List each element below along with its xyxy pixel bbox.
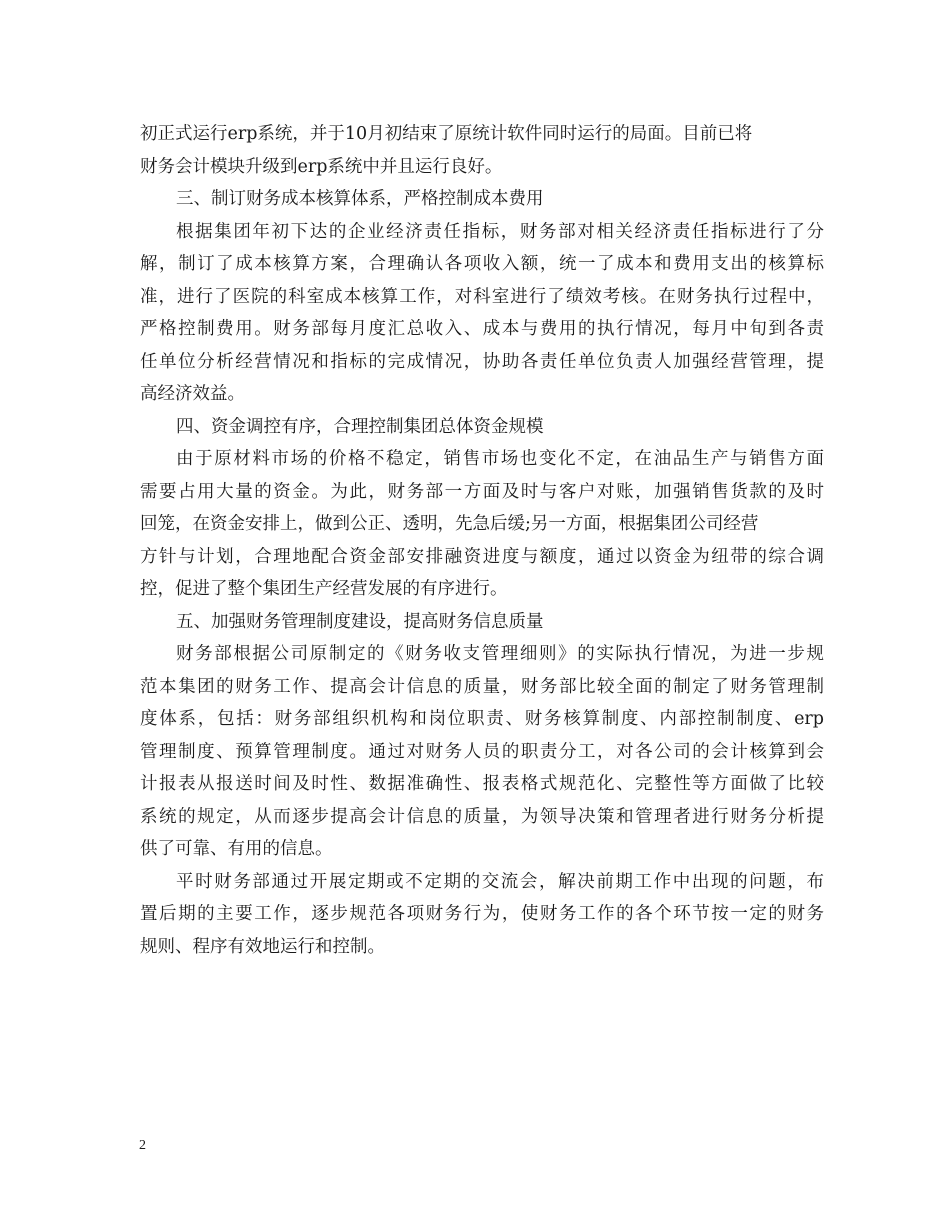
- paragraph-line: 置后期的主要工作，逐步规范各项财务行为，使财务工作的各个环节按一定的财务: [140, 904, 824, 924]
- paragraph-first-line: 由于原材料市场的价格不稳定，销售市场也变化不定，在油品生产与销售方面: [176, 449, 824, 469]
- paragraph-line: 财务会计模块升级到erp系统中并且运行良好。: [140, 156, 503, 177]
- paragraph-first-line: 四、资金调控有序，合理控制集团总体资金规模: [176, 416, 544, 437]
- paragraph-line: 需要占用大量的资金。为此，财务部一方面及时与客户对账，加强销售货款的及时: [140, 481, 824, 502]
- paragraph-line: 回笼，在资金安排上，做到公正、透明，先急后缓;另一方面，根据集团公司经营: [140, 514, 759, 534]
- paragraph-first-line: 根据集团年初下达的企业经济责任指标，财务部对相关经济责任指标进行了分: [176, 221, 824, 242]
- paragraph-line: 解，制订了成本核算方案，合理确认各项收入额，统一了成本和费用支出的核算标: [140, 254, 824, 274]
- paragraph-line: 管理制度、预算管理制度。通过对财务人员的职责分工，对各公司的会计核算到会: [140, 741, 824, 762]
- paragraph-first-line: 平时财务部通过开展定期或不定期的交流会，解决前期工作中出现的问题，布: [176, 871, 824, 892]
- paragraph-line: 控，促进了整个集团生产经营发展的有序进行。: [140, 579, 508, 599]
- paragraph-line: 计报表从报送时间及时性、数据准确性、报表格式规范化、完整性等方面做了比较: [140, 774, 824, 794]
- page-number: 2: [139, 1138, 146, 1153]
- paragraph-line: 准，进行了医院的科室成本核算工作，对科室进行了绩效考核。在财务执行过程中，: [140, 286, 824, 307]
- paragraph-first-line: 五、加强财务管理制度建设，提高财务信息质量: [176, 611, 544, 632]
- paragraph-line: 规则、程序有效地运行和控制。: [140, 936, 385, 957]
- paragraph-line: 方针与计划，合理地配合资金部安排融资进度与额度，通过以资金为纽带的综合调: [140, 546, 824, 567]
- paragraph-line: 供了可靠、有用的信息。: [140, 839, 333, 859]
- paragraph-line: 严格控制费用。财务部每月度汇总收入、成本与费用的执行情况，每月中旬到各责: [140, 319, 824, 339]
- paragraph-line: 初正式运行erp系统，并于10月初结束了原统计软件同时运行的局面。目前已将: [140, 124, 753, 144]
- paragraph-line: 任单位分析经营情况和指标的完成情况，协助各责任单位负责人加强经营管理，提: [140, 351, 824, 372]
- paragraph-line: 高经济效益。: [140, 384, 245, 404]
- paragraph-first-line: 财务部根据公司原制定的《财务收支管理细则》的实际执行情况，为进一步规: [176, 644, 824, 664]
- paragraph-line: 范本集团的财务工作、提高会计信息的质量，财务部比较全面的制定了财务管理制: [140, 676, 824, 697]
- paragraph-line: 度体系，包括：财务部组织机构和岗位职责、财务核算制度、内部控制制度、erp: [140, 709, 824, 729]
- document-body: [140, 118, 824, 963]
- paragraph-line: 系统的规定，从而逐步提高会计信息的质量，为领导决策和管理者进行财务分析提: [140, 806, 824, 827]
- paragraph-first-line: 三、制订财务成本核算体系，严格控制成本费用: [176, 189, 544, 209]
